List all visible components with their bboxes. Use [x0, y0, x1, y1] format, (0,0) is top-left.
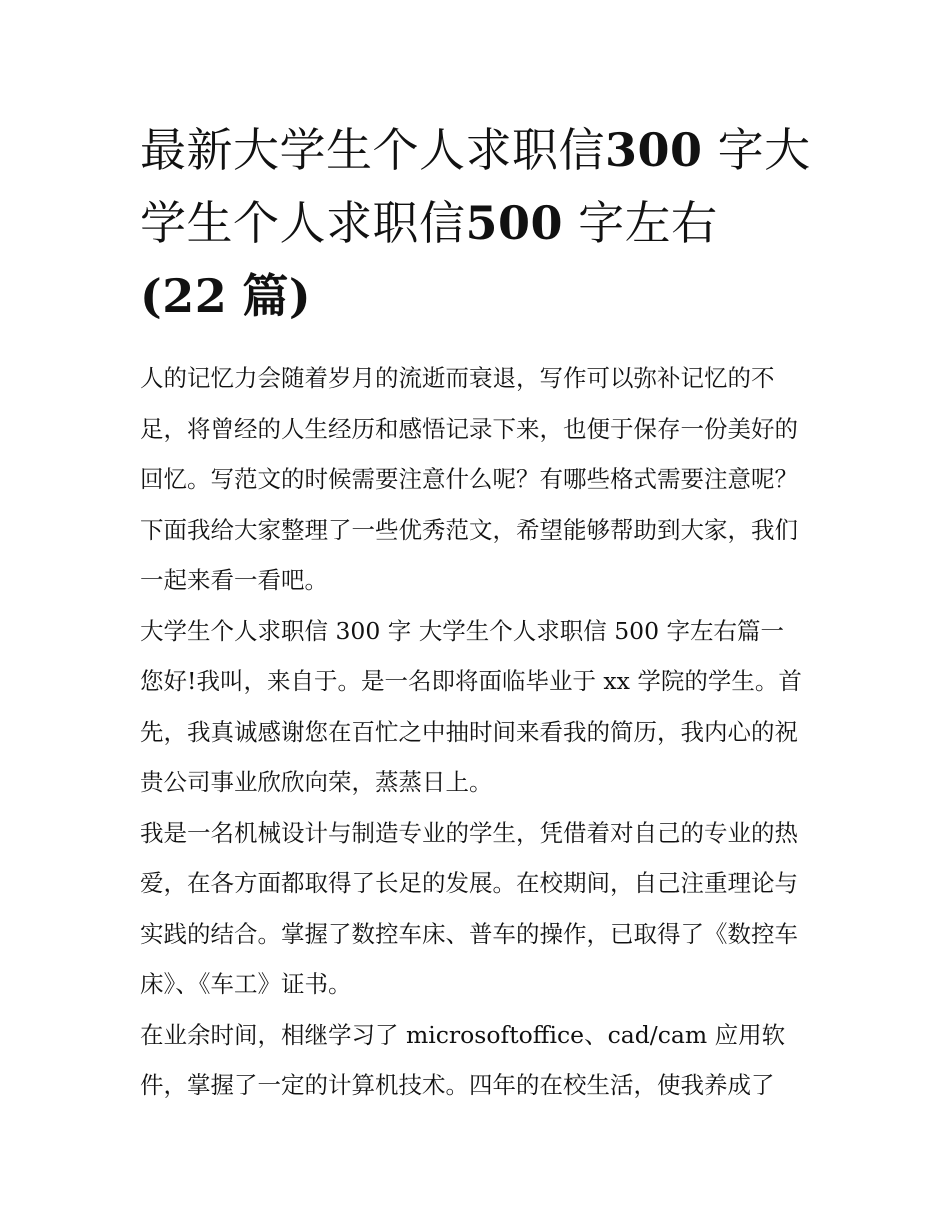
- document-title: [140, 114, 812, 333]
- intro-paragraph: 人的记忆力会随着岁月的流逝而衰退，写作可以弥补记忆的不足，将曾经的人生经历和感悟记录下来，也便于保存一份美好的回忆。写范文的时候需要注意什么呢？有哪些格式需要注意呢？下面我给大家整理了一些优秀范文，希望能够帮助到大家，我们一起来看一看吧。: [140, 364, 798, 594]
- title-number-500: 500: [465, 196, 564, 250]
- title-part-1: 最新大学生个人求职信: [140, 123, 605, 177]
- document-body: [140, 353, 812, 1111]
- section-heading: 大学生个人求职信 300 字 大学生个人求职信 500 字左右篇一: [140, 616, 785, 645]
- title-part-4: 篇): [242, 269, 312, 323]
- title-part-3: 字左右: [578, 196, 718, 250]
- major-paragraph: 我是一名机械设计与制造专业的学生，凭借着对自己的专业的热爱，在各方面都取得了长足的发展。在校期间，自己注重理论与实践的结合。掌握了数控车床、普车的操作，已取得了《数控车床》、《车工》证书。: [140, 818, 798, 998]
- skills-paragraph: 在业余时间，相继学习了 microsoftoffice、cad/cam 应用软件，掌握了一定的计算机技术。四年的在校生活，使我养成了: [140, 1020, 786, 1099]
- title-number-300: 300: [605, 123, 703, 177]
- greeting-paragraph: 您好!我叫，来自于。是一名即将面临毕业于 xx 学院的学生。首先，我真诚感谢您在百忙之中抽时间来看我的简历，我内心的祝贵公司事业欣欣向荣，蒸蒸日上。: [140, 667, 802, 796]
- title-count: (22: [140, 269, 228, 323]
- document-content: [140, 114, 812, 1111]
- title-part-2: 字大学生个人求职信: [140, 123, 811, 250]
